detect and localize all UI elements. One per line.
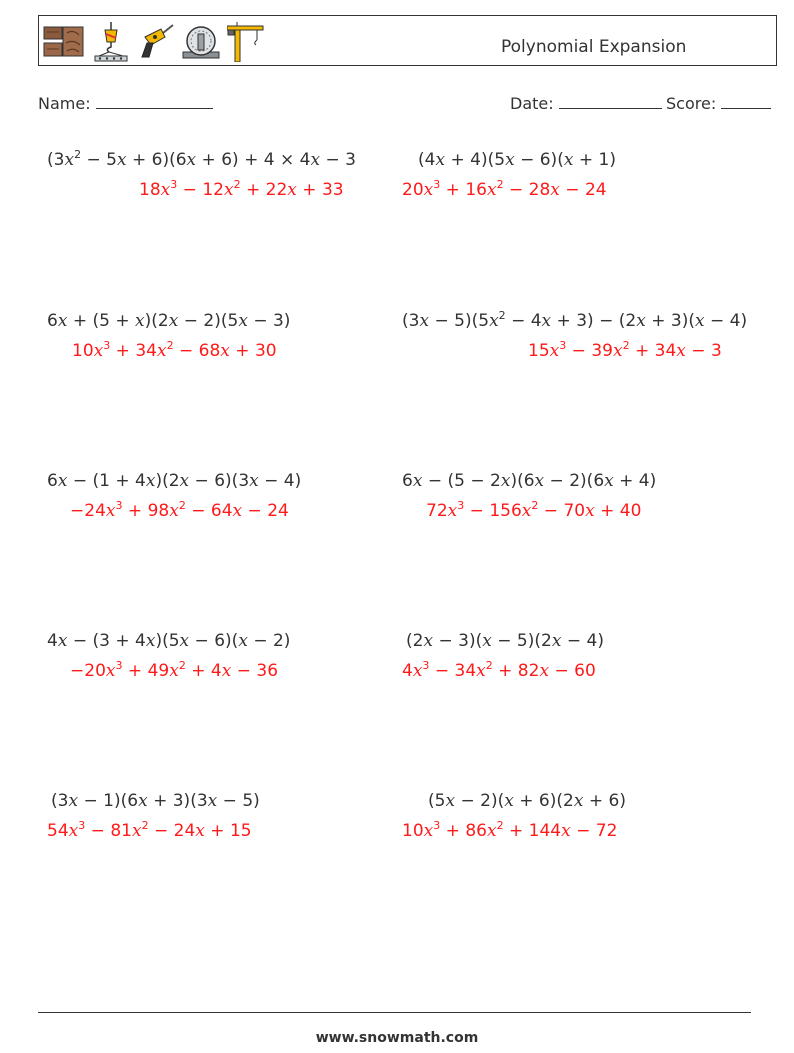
- problem-question: $(3x - 5)(5x^2 - 4x + 3) - (2x + 3)(x - 4)$: [402, 309, 748, 331]
- problem-question: 6x − (5 − 2x)(6x − 2)(6x + 4): [402, 471, 657, 491]
- problem-answer: $20x^3 + 16x^2 - 28x - 24$: [402, 178, 607, 200]
- problem-answer: $15x^3 - 39x^2 + 34x - 3$: [528, 339, 722, 361]
- header-icons: [43, 22, 265, 62]
- problem-answer: $10x^3 + 34x^2 - 68x + 30$: [72, 339, 277, 361]
- wood-planks-icon: [43, 25, 85, 59]
- problem-answer: $10x^3 + 86x^2 + 144x - 72$: [402, 819, 618, 841]
- problem-answer: $-24x^3 + 98x^2 - 64x - 24$: [70, 499, 289, 521]
- problem-answer: $18x^3 - 12x^2 + 22x + 33$: [139, 178, 344, 200]
- circular-saw-icon: [181, 24, 221, 60]
- score-blank[interactable]: [721, 94, 771, 109]
- footer-url[interactable]: www.snowmath.com: [315, 1030, 479, 1046]
- date-label: Date:: [510, 94, 554, 113]
- score-field: [666, 94, 771, 113]
- problem-answer: $72x^3 - 156x^2 - 70x + 40$: [426, 499, 642, 521]
- problem-question: 6x − (1 + 4x)(2x − 6)(3x − 4): [47, 471, 302, 491]
- problem-question: (5x − 2)(x + 6)(2x + 6): [428, 791, 626, 811]
- problem-question: $(3x^2 - 5x + 6)(6x + 6) + 4 \times 4x - 3$: [47, 148, 356, 170]
- tower-crane-icon: [227, 22, 265, 62]
- date-field: [510, 94, 662, 113]
- problem-question: (4x + 4)(5x − 6)(x + 1): [418, 150, 616, 170]
- problem-question: (3x − 1)(6x + 3)(3x − 5): [51, 791, 260, 811]
- score-label: Score:: [666, 94, 717, 113]
- name-field: [38, 94, 213, 113]
- problem-answer: $4x^3 - 34x^2 + 82x - 60$: [402, 659, 596, 681]
- worksheet-title: Polynomial Expansion: [501, 37, 687, 57]
- footer-divider: [38, 1012, 751, 1013]
- name-label: Name:: [38, 94, 91, 113]
- problem-answer: $-20x^3 + 49x^2 + 4x - 36$: [70, 659, 279, 681]
- date-blank[interactable]: [559, 94, 662, 109]
- problem-question: 6x + (5 + x)(2x − 2)(5x − 3): [47, 311, 291, 331]
- name-blank[interactable]: [96, 94, 213, 109]
- worksheet-header: [38, 15, 777, 66]
- problem-answer: $54x^3 - 81x^2 - 24x + 15$: [47, 819, 252, 841]
- problem-question: 4x − (3 + 4x)(5x − 6)(x − 2): [47, 631, 291, 651]
- problem-question: (2x − 3)(x − 5)(2x − 4): [406, 631, 604, 651]
- crane-hook-icon: [91, 22, 131, 62]
- power-drill-icon: [137, 23, 175, 61]
